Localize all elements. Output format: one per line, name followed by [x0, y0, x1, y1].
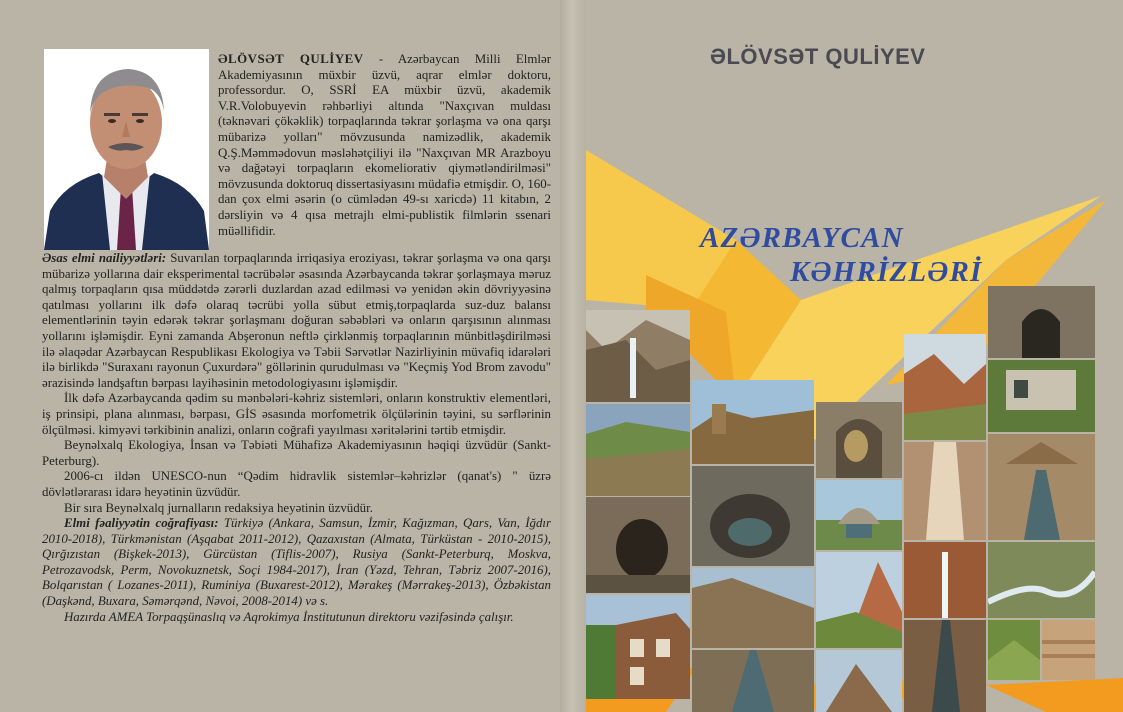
kahriz-paragraph: İlk dəfə Azərbaycanda qədim su mənbələri-kəhriz sistemləri, onların konstruktiv elementləri, iş prinsipi, plana alınması, bərpası, GİS əsasında morfometrik ölçülərinin təyini, su sərflərinin ölçülməsi. kimyəvi tərkibinin analizi, onların coğrafi yayılması xəritələrini tərtib etmişdir. [42, 391, 551, 437]
photo-well-shaft [692, 466, 814, 566]
photo-stepped-channel [988, 434, 1095, 540]
achievements-text: Suvarılan torpaqlarında irriqasiya eroziyası, təkrar şorlaşma və ona qarşı mübarizə yollarına dair eksperimental təcrübələr əsasında Azərbaycanda təkrar şorlaşmaya məruz qalmış torpaqların qısa müddətdə zərərli duzlardan azad edilməsi və yenidən əkin dövriyyəsinə qatılması yollarını ilk dəfə olaraq təcrübi yolla sübut etmiş,torpaqlarda suz-duz balansı elementlərinin təyin edərək təkrar şorlaşmanı doğuran səbəbləri və onların qarşısının alınması yollarını işləmişdir. Eyni zamanda Abşeronun neftlə çirklənmiş torpaqlarının münbitləşdirilməsi ilə əlaqədar Azərbaycan Respublikası Ekologiya və Təbii Sərvətlər Nazirliyinin müvafiq idarələri ilə birlikdə "Suraxanı rayonun Çuxurdərə" göllərinin qurudulması və "Keçmiş Yod Brom zavodu" ərazisində landşaftın bərpası layihəsinin metodologiyasını işləmişdir. [42, 251, 551, 390]
photo-waterfall-red [904, 542, 986, 618]
bio-text: - Azərbaycan Milli Elmlər Akademiyasının müxbir üzvü, aqrar elmlər doktoru, professordur. O, SSRİ EA müxbir üzvü, akademik V.R.Volobuyevin rəhbərliyi altında "Naxçıvan muldası (təknəvari çökəklik) torpaqlarında təkrar şorlaşma və ona qarşı mübarizə yolları" mövzusunda namizədlik, akademik Q.Ş.Məmmədovun məsləhətçiliyi ilə "Naxçıvan MR Arazboyu və dağətəyi torpaqların ekomeliorativ qiymətləndirilməsi" mövzusunda doktoruq dissertasiyasını müdafiə etmişdir. O, 160-dan çox elmi əsərin (o cümlədən 49-sı xaricdə) 11 kitabın, 2 dərsliyin və 4 qısa metrajlı elmi-publistik filmlərin ssenari müəllifidir. [218, 52, 551, 238]
achievements-label: Əsas elmi nailiyyətləri: [42, 251, 167, 265]
photo-tunnel-mouth [586, 497, 690, 593]
achievements-paragraph [42, 251, 551, 391]
photo-badlands [1042, 620, 1095, 680]
book-spine [560, 0, 586, 712]
journals-paragraph: Bir sıra Beynəlxalq jurnalların redaksiya heyətinin üzvüdür. [64, 500, 373, 515]
photo-stone-channel-left [692, 650, 814, 712]
author-bio [218, 52, 551, 239]
academy-paragraph: Beynəlxalq Ekologiya, İnsan və Təbiəti Mühafizə Akademiyasının həqiqi üzvüdür (Sankt-Peterburg). [42, 438, 551, 468]
photo-mountain-small [816, 650, 902, 712]
geography-label: Elmi fəaliyyətin coğrafiyası: [64, 516, 219, 531]
photo-tunnel-arch [988, 286, 1095, 358]
photo-valley-hills [586, 404, 690, 496]
geography-paragraph [42, 516, 551, 610]
photo-stone-dome [816, 480, 902, 550]
photo-peak-meadow [816, 552, 902, 648]
photo-green-hill [988, 620, 1040, 680]
geography-text: Türkiyə (Ankara, Samsun, İzmir, Kağızman, Qars, Van, İğdır 2010-2018), Türkmənistan (Aşqabat 2011-2012), Qazaxıstan (Almata, Türküstan - 2010-2015), Qırğızıstan (Bişkek-2013), Gürcüstan (Tiflis-2007), Rusiya (Sankt-Peterburq, Moskva, Petrozavodsk, Perm, Novokuznetsk, Soçi 1984-2017), İran (Yəzd, Tehran, Təbriz 2007-2016), Bolqarıstan ( Lozanes-2011), Ruminiya (Buxarest-2012), Mərakeş (Mərrakeş-2013), Özbəkistan (Daşkənd, Buxara, Səmərqənd, Nəvoi, 2008-2014) və s. [42, 516, 551, 609]
book-title-line1: AZƏRBAYCAN [700, 222, 904, 254]
photo-rocky-slope [692, 568, 814, 648]
photo-river-valley [988, 542, 1095, 618]
author-photo [44, 49, 209, 250]
photo-arched-interior [816, 402, 902, 478]
photo-fortress-wall [692, 380, 814, 464]
photo-gorge [904, 442, 986, 540]
front-author-name: ƏLÖVSƏT QULİYEV [710, 44, 926, 69]
unesco-paragraph: 2006-cı ildən UNESCO-nun “Qədim hidravlik sistemlər–kəhrizlər (qanat's) " üzrə dövlətlərarası idarə heyətinin üzvüdür. [42, 469, 551, 499]
photo-waterfall-canyon [586, 310, 690, 402]
book-title-line2: KƏHRİZLƏRİ [790, 256, 983, 288]
photo-old-house [586, 595, 690, 699]
photo-brick-channel [904, 620, 986, 712]
position-paragraph: Hazırda AMEA Torpaqşünaslıq və Aqrokimya İnstitutunun direktoru vəzifəsində çalışır. [64, 609, 514, 624]
back-cover-body [42, 251, 551, 625]
bio-author-name: ƏLÖVSƏT QULİYEV [218, 52, 364, 66]
photo-red-rocks [904, 334, 986, 440]
photo-garden-house [988, 360, 1095, 432]
